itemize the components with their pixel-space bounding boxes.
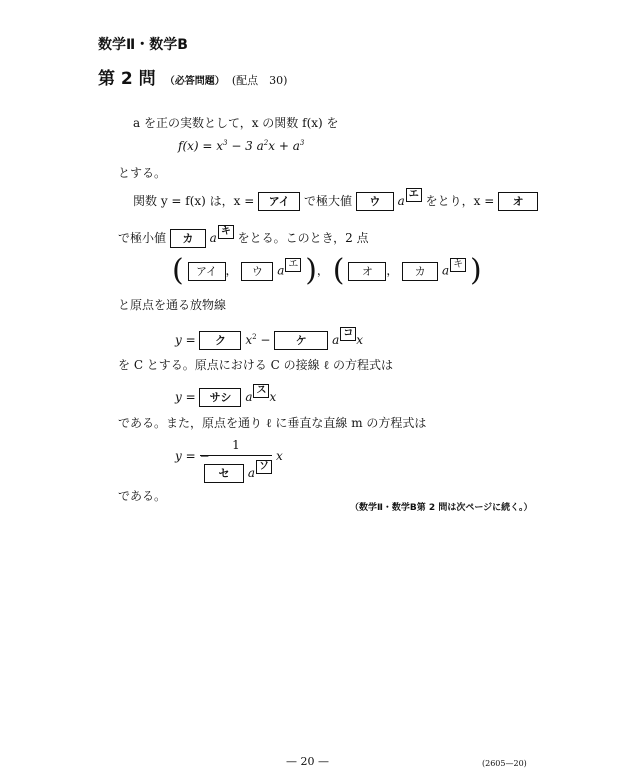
extrema-line-2 bbox=[118, 225, 369, 248]
extrema-text-5: で極小値 bbox=[118, 231, 167, 245]
tangent-x: x bbox=[269, 390, 277, 404]
parabola-a: a bbox=[332, 333, 340, 347]
answer-box-o[interactable]: オ bbox=[498, 192, 538, 211]
extrema-a-1: a bbox=[397, 194, 405, 208]
point2-box-o[interactable]: オ bbox=[348, 262, 386, 281]
paren-close-1: ) bbox=[305, 253, 317, 288]
func-tail: x + a bbox=[268, 139, 300, 153]
point1-a: a bbox=[277, 263, 285, 278]
normal-intro: である。また，原点を通り ℓ に垂直な直線 m の方程式は bbox=[118, 416, 427, 430]
exam-code: (2605—20) bbox=[482, 759, 527, 768]
problem-type: （必答問題） bbox=[164, 76, 225, 87]
parabola-equation bbox=[175, 327, 363, 350]
extrema-text-1: 関数 y = f(x) は，x = bbox=[133, 194, 255, 208]
normal-lhs: y = − bbox=[175, 449, 210, 463]
func-lhs: f(x) = x bbox=[178, 139, 224, 153]
answer-box-ka[interactable]: カ bbox=[170, 229, 206, 248]
extrema-line-1 bbox=[133, 188, 538, 211]
parabola-x: x bbox=[245, 333, 253, 347]
normal-numerator: 1 bbox=[232, 438, 240, 452]
points-separator: ， bbox=[316, 263, 329, 278]
point1-comma: ， bbox=[225, 263, 238, 278]
extrema-text-7: をとる。このとき，2 点 bbox=[237, 231, 369, 245]
answer-box-se[interactable]: セ bbox=[204, 464, 244, 483]
parabola-x2: x bbox=[356, 333, 364, 347]
fraction-bar bbox=[200, 455, 272, 456]
intro-suffix: とする。 bbox=[118, 166, 167, 180]
tangent-lhs: y = bbox=[175, 390, 196, 404]
answer-box-sashi[interactable]: サシ bbox=[199, 388, 241, 407]
tangent-intro: を C とする。原点における C の接線 ℓ の方程式は bbox=[118, 358, 393, 372]
paren-open-2: ( bbox=[332, 253, 345, 288]
func-mid: − 3 a bbox=[227, 139, 264, 153]
extrema-a-2: a bbox=[209, 231, 217, 245]
point1-box-u[interactable]: ウ bbox=[241, 262, 273, 281]
point2-a: a bbox=[441, 263, 450, 278]
parabola-sq: 2 bbox=[252, 333, 257, 341]
extrema-text-2: で極大値 bbox=[303, 194, 352, 208]
normal-x: x bbox=[276, 449, 283, 463]
func-exp3b: 3 bbox=[299, 139, 305, 147]
answer-box-su[interactable]: ス bbox=[253, 384, 269, 398]
answer-box-e[interactable]: エ bbox=[406, 188, 422, 202]
answer-box-ki[interactable]: キ bbox=[218, 225, 234, 239]
tangent-a: a bbox=[245, 390, 253, 404]
normal-denominator bbox=[204, 460, 272, 483]
answer-box-ke[interactable]: ケ bbox=[274, 331, 328, 350]
normal-a: a bbox=[247, 466, 255, 480]
problem-number: 第 2 問 bbox=[98, 69, 156, 89]
answer-box-ku[interactable]: ク bbox=[199, 331, 241, 350]
point1-box-ai[interactable]: アイ bbox=[188, 262, 226, 281]
problem-points: (配点 30) bbox=[231, 74, 288, 87]
point2-box-ki[interactable]: キ bbox=[450, 258, 466, 272]
point2-comma: ， bbox=[386, 263, 399, 278]
point1-box-e[interactable]: エ bbox=[285, 258, 301, 272]
intro-line: a を正の実数として，x の関数 f(x) を bbox=[133, 116, 339, 130]
closing-text: である。 bbox=[118, 489, 167, 503]
func-exp2: 2 bbox=[263, 139, 269, 147]
parabola-intro: と原点を通る放物線 bbox=[118, 298, 227, 312]
two-points bbox=[172, 253, 482, 288]
continue-note: （数学Ⅱ・数学B第 2 問は次ページに続く。） bbox=[350, 503, 533, 513]
point2-box-ka[interactable]: カ bbox=[402, 262, 438, 281]
problem-heading bbox=[98, 64, 287, 89]
page-number: — 20 — bbox=[286, 755, 329, 768]
parabola-lhs: y = bbox=[175, 333, 196, 347]
extrema-text-4: をとり，x = bbox=[425, 194, 495, 208]
answer-box-ai[interactable]: アイ bbox=[258, 192, 300, 211]
parabola-minus: − bbox=[260, 333, 271, 347]
tangent-equation bbox=[175, 384, 276, 407]
paren-open-1: ( bbox=[172, 253, 184, 288]
paren-close-2: ) bbox=[469, 253, 482, 288]
function-definition bbox=[178, 139, 304, 153]
answer-box-so[interactable]: ソ bbox=[256, 460, 272, 474]
answer-box-ko[interactable]: コ bbox=[340, 327, 356, 341]
func-exp3: 3 bbox=[223, 139, 228, 147]
subject-header: 数学Ⅱ・数学B bbox=[98, 37, 188, 53]
answer-box-u[interactable]: ウ bbox=[356, 192, 394, 211]
